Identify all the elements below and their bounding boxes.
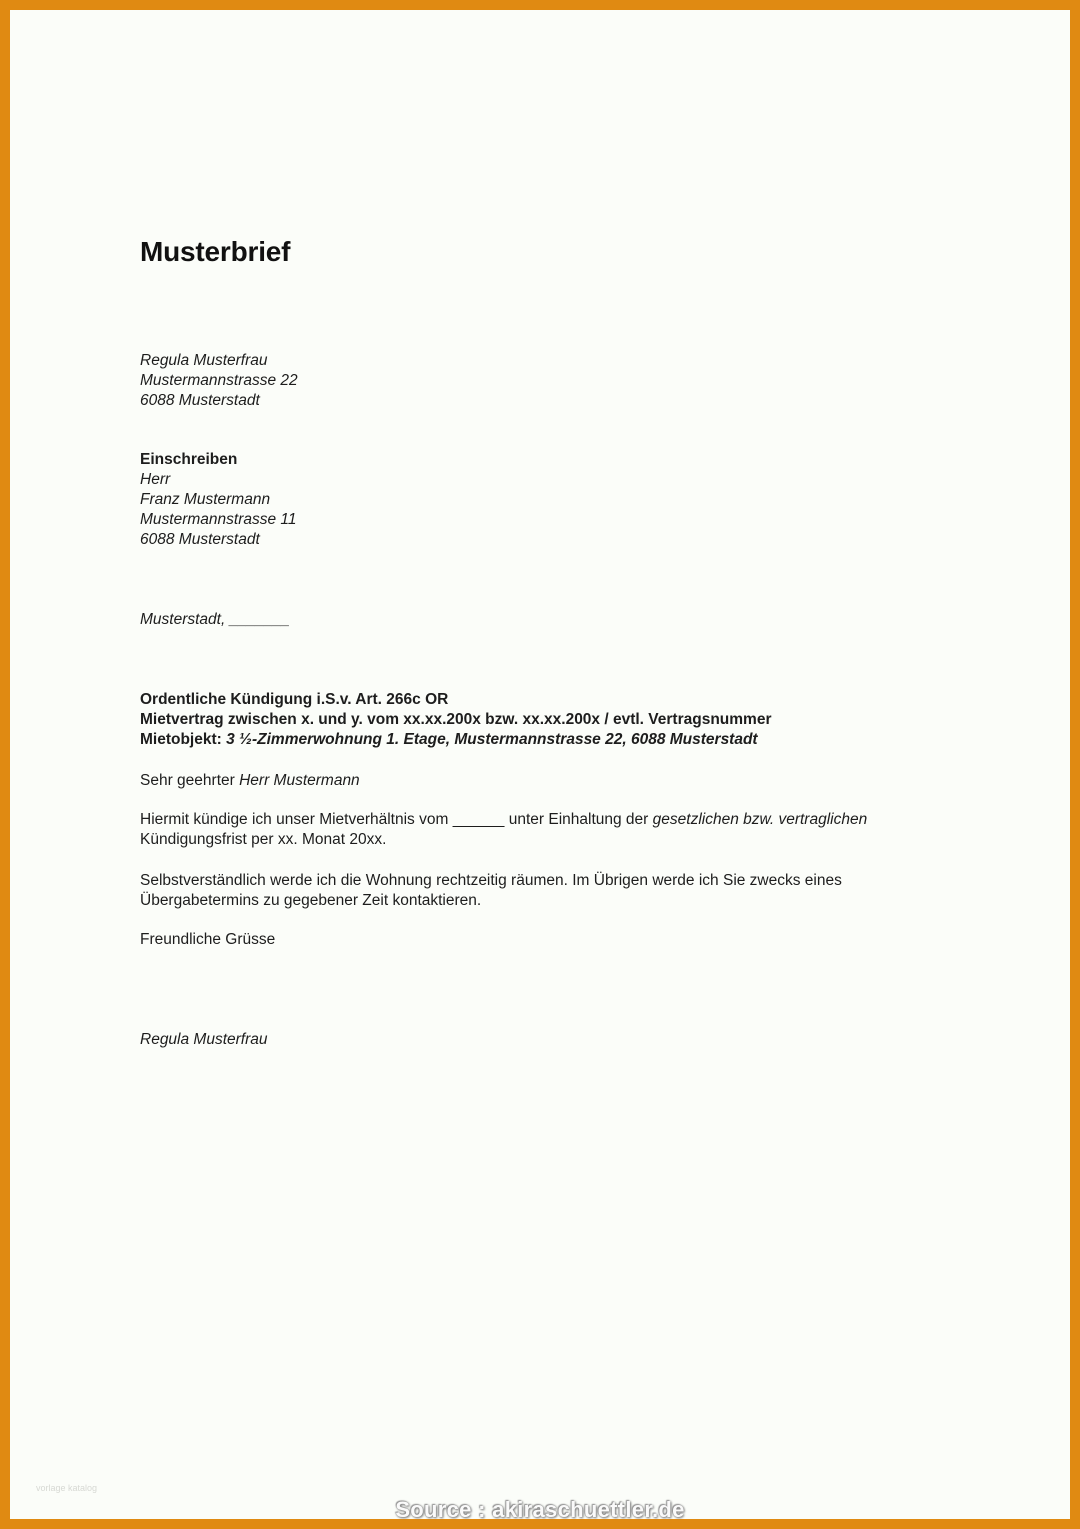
subject-block xyxy=(140,690,771,750)
date-line-text: Musterstadt, _______ xyxy=(140,611,290,628)
signature xyxy=(140,1030,268,1050)
recipient-salutation-word: Herr xyxy=(140,471,171,488)
paragraph-1-line-1 xyxy=(140,810,867,830)
sender-city: 6088 Musterstadt xyxy=(140,392,260,409)
paragraph-2-line-1: Selbstverständlich werde ich die Wohnung rechtzeitig räumen. Im Übrigen werde ich Sie zwecks eines xyxy=(140,872,842,889)
closing-text: Freundliche Grüsse xyxy=(140,931,276,948)
paragraph-1-line-2: Kündigungsfrist per xx. Monat 20xx. xyxy=(140,831,387,848)
salutation xyxy=(140,771,360,791)
recipient-address xyxy=(140,450,297,550)
recipient-street: Mustermannstrasse 11 xyxy=(140,511,297,528)
date-line xyxy=(140,610,290,630)
sender-street: Mustermannstrasse 22 xyxy=(140,372,298,389)
document-title: Musterbrief xyxy=(140,236,291,267)
paragraph-1-text: Hiermit kündige ich unser Mietverhältnis vom ______ unter Einhaltung der xyxy=(140,811,649,828)
paragraph-1 xyxy=(140,810,867,850)
subject-line-1: Ordentliche Kündigung i.S.v. Art. 266c OR xyxy=(140,691,449,708)
closing xyxy=(140,930,275,950)
subject-line-3-value: 3 ½-Zimmerwohnung 1. Etage, Mustermannstrasse 22, 6088 Musterstadt xyxy=(226,731,758,748)
subject-line-3-label: Mietobjekt: xyxy=(140,731,222,748)
signature-name: Regula Musterfrau xyxy=(140,1031,268,1048)
recipient-name: Franz Mustermann xyxy=(140,491,271,508)
subject-line-2: Mietvertrag zwischen x. und y. vom xx.xx.200x bzw. xx.xx.200x / evtl. Vertragsnummer xyxy=(140,711,772,728)
salutation-line xyxy=(140,771,360,791)
salutation-name: Herr Mustermann xyxy=(239,772,360,789)
delivery-type: Einschreiben xyxy=(140,451,238,468)
sender-address xyxy=(140,351,298,411)
source-caption: Source : akiraschuettler.de xyxy=(395,1497,685,1522)
sender-name: Regula Musterfrau xyxy=(140,352,268,369)
small-watermark: vorlage katalog xyxy=(36,1483,98,1493)
salutation-prefix: Sehr geehrter xyxy=(140,772,235,789)
subject-line-3 xyxy=(140,730,771,750)
recipient-city: 6088 Musterstadt xyxy=(140,531,260,548)
paragraph-2-line-2: Übergabetermins zu gegebener Zeit kontaktieren. xyxy=(140,892,482,909)
paragraph-2 xyxy=(140,871,842,911)
paragraph-1-italic: gesetzlichen bzw. vertraglichen xyxy=(652,811,868,828)
